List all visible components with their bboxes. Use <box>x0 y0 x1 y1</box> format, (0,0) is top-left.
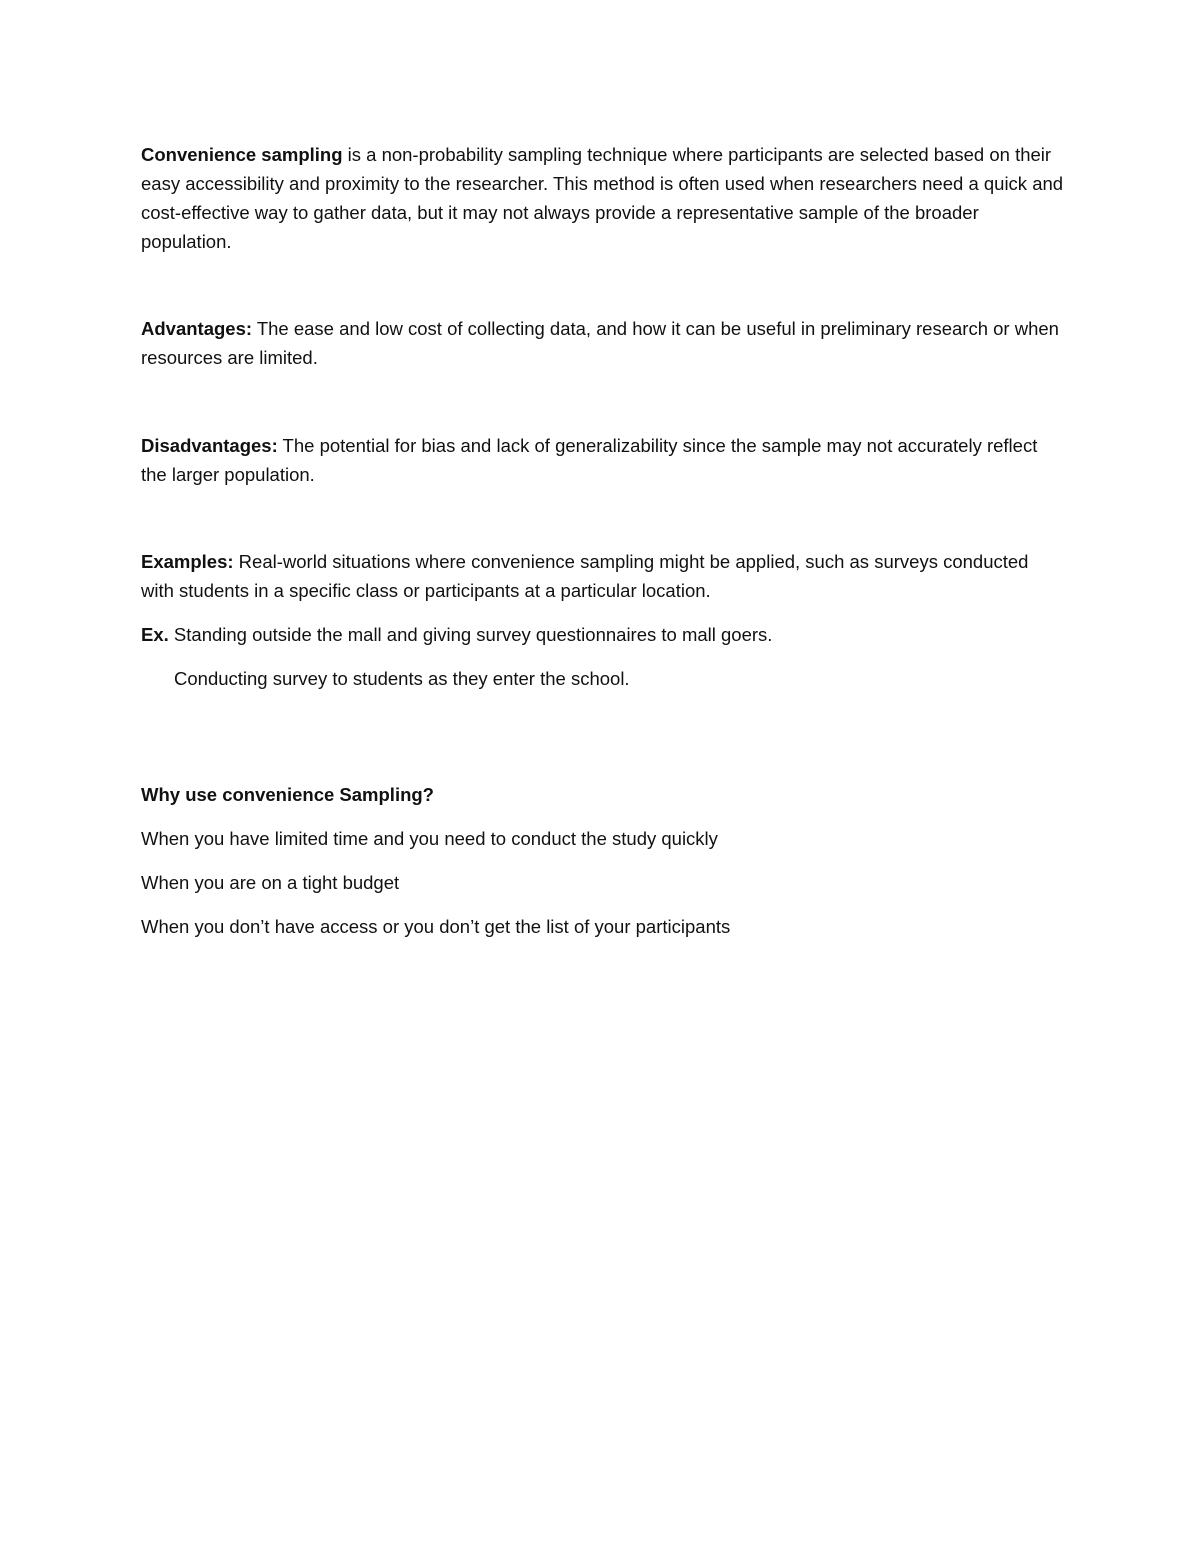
advantages-label: Advantages: <box>141 318 253 339</box>
why-heading-text: Why use convenience Sampling? <box>141 784 434 805</box>
example-first-text: Standing outside the mall and giving survey questionnaires to mall goers. <box>168 624 773 645</box>
intro-term: Convenience sampling <box>141 144 343 165</box>
example-label: Ex. <box>141 624 169 645</box>
reason-item: When you don’t have access or you don’t get the list of your participants <box>141 916 731 937</box>
examples-label: Examples: <box>141 551 234 572</box>
intro-text: is a non-probability sampling technique where participants are selected based on their easy accessibility and proximity to the researcher. This method is often used when researchers need a quick and cost-effective way to gather data, but it may not always provide a representative sample of the broader population. <box>141 144 1064 252</box>
examples-paragraph <box>141 547 1066 605</box>
disadvantages-text: The potential for bias and lack of generalizability since the sample may not accurately reflect the larger population. <box>141 435 1038 485</box>
advantages-text: The ease and low cost of collecting data, and how it can be useful in preliminary research or when resources are limited. <box>141 318 1059 368</box>
document-body <box>141 140 1066 956</box>
examples-text: Real-world situations where convenience sampling might be applied, such as surveys conducted with students in a specific class or participants at a particular location. <box>141 551 1029 601</box>
disadvantages-label: Disadvantages: <box>141 435 278 456</box>
intro-paragraph <box>141 140 1066 256</box>
why-heading <box>141 780 1066 809</box>
reason-item: When you are on a tight budget <box>141 872 400 893</box>
advantages-paragraph <box>141 314 1066 372</box>
disadvantages-paragraph <box>141 431 1066 489</box>
reason-item: When you have limited time and you need to conduct the study quickly <box>141 828 718 849</box>
example-first <box>141 620 1066 649</box>
example-second: Conducting survey to students as they enter the school. <box>174 668 630 689</box>
